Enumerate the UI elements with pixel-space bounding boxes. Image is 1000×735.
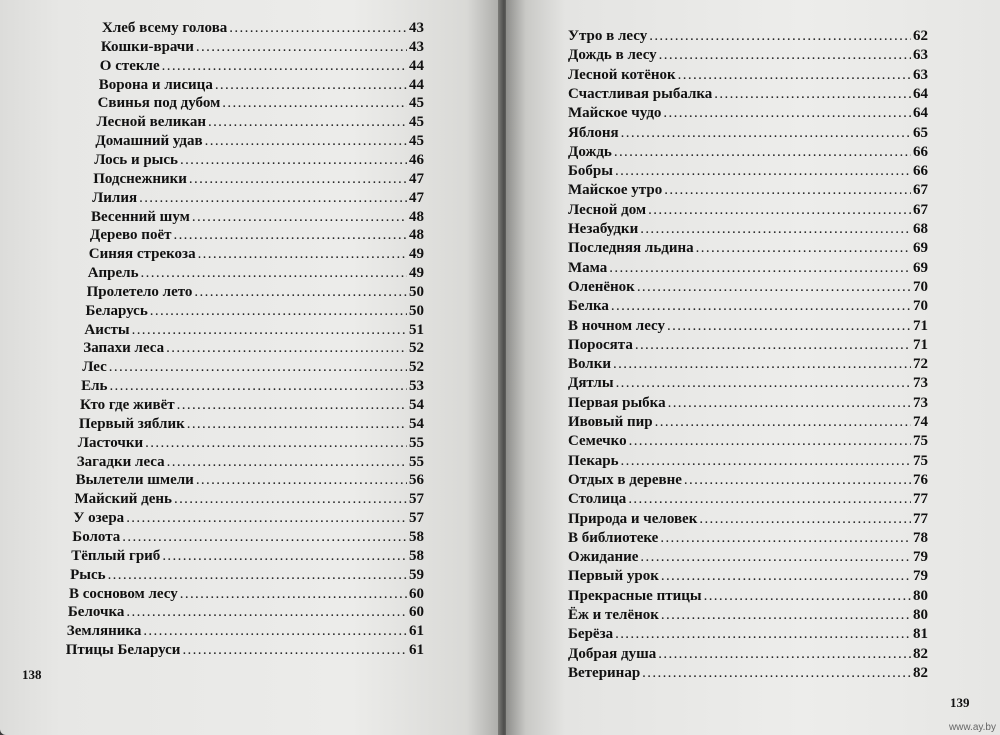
toc-entry <box>568 472 928 489</box>
dot-leader <box>126 604 407 621</box>
toc-entry <box>102 20 424 37</box>
toc-entry <box>568 665 928 682</box>
toc-entry-page: 44 <box>409 57 424 74</box>
toc-entry <box>568 588 928 605</box>
toc-entry-page: 78 <box>913 529 928 546</box>
toc-entry-page: 82 <box>913 664 928 681</box>
toc-entry-title: Лес <box>82 359 107 376</box>
dot-leader <box>649 28 911 45</box>
toc-entry-page: 48 <box>409 208 424 225</box>
toc-entry <box>72 529 424 546</box>
toc-entry-title: Майское утро <box>568 182 663 199</box>
toc-entry-page: 60 <box>409 585 424 602</box>
toc-entry-title: Синяя стрекоза <box>88 246 196 263</box>
toc-entry-page: 77 <box>913 510 928 527</box>
toc-entry-page: 73 <box>913 394 928 411</box>
toc-entry-page: 71 <box>913 336 928 353</box>
dot-leader <box>141 265 407 282</box>
toc-entry-title: Ель <box>81 378 108 395</box>
toc-entry-title: Последняя льдина <box>568 240 694 257</box>
toc-entry-title: Добрая душа <box>568 645 657 662</box>
dot-leader <box>182 642 407 659</box>
toc-entry <box>568 375 928 392</box>
dot-leader <box>109 378 407 395</box>
toc-entry-title: Пекарь <box>568 452 619 469</box>
toc-entry <box>89 246 424 263</box>
toc-entry-title: Ветеринар <box>568 664 641 681</box>
toc-entry-page: 49 <box>409 265 424 282</box>
toc-entry <box>568 47 928 64</box>
toc-entry-title: Берёза <box>568 626 614 643</box>
toc-entry-title: Природа и человек <box>568 510 698 527</box>
dot-leader <box>167 454 407 471</box>
toc-entry-title: Ивовый пир <box>568 414 653 430</box>
toc-entry <box>100 58 424 75</box>
toc-entry-title: Тёплый гриб <box>71 547 161 564</box>
toc-entry-page: 79 <box>913 549 928 566</box>
toc-entry <box>93 171 424 188</box>
toc-entry <box>568 626 928 643</box>
toc-entry-title: Вылетели шмели <box>75 472 194 489</box>
toc-entry-page: 77 <box>913 491 928 508</box>
toc-entry-title: Ожидание <box>568 549 639 566</box>
toc-entry-title: В ночном лесу <box>568 317 666 334</box>
toc-entry <box>79 416 424 433</box>
toc-entry-page: 58 <box>409 528 424 545</box>
toc-entry-page: 76 <box>913 471 928 488</box>
toc-entry <box>568 530 928 547</box>
dot-leader <box>714 86 911 103</box>
dot-leader <box>122 529 407 546</box>
toc-entry-page: 69 <box>913 240 928 257</box>
toc-entry-page: 70 <box>913 298 928 315</box>
toc-entry-page: 50 <box>409 283 424 300</box>
toc-entry-page: 81 <box>913 626 928 643</box>
toc-entry <box>568 511 928 528</box>
toc-entry-page: 46 <box>409 151 424 168</box>
toc-entry-page: 66 <box>913 163 928 180</box>
toc-entry-title: Незабудки <box>568 221 639 237</box>
toc-entry-title: Свинья под дубом <box>97 95 221 112</box>
dot-leader <box>187 416 407 433</box>
toc-entry <box>97 114 425 131</box>
toc-entry-title: Рысь <box>70 566 106 583</box>
toc-entry <box>568 568 928 585</box>
dot-leader <box>196 472 407 489</box>
toc-entry-page: 48 <box>409 227 424 244</box>
toc-entry-page: 43 <box>409 20 424 36</box>
toc-entry-title: Мама <box>568 259 608 276</box>
toc-entry <box>88 265 424 282</box>
toc-entry-page: 59 <box>409 566 424 583</box>
toc-entry <box>568 125 928 142</box>
toc-entry-page: 55 <box>409 453 424 470</box>
toc-entry-title: Лесной великан <box>96 114 206 131</box>
dot-leader <box>139 190 407 207</box>
dot-leader <box>635 337 911 354</box>
toc-entry <box>84 322 424 339</box>
toc-entry-title: Отдых в деревне <box>568 471 682 488</box>
toc-entry-page: 47 <box>409 189 424 206</box>
toc-entry-title: Апрель <box>87 265 139 282</box>
toc-entry-page: 45 <box>409 95 424 112</box>
toc-entry-title: Ворона и лисица <box>98 76 213 93</box>
dot-leader <box>648 202 911 219</box>
toc-entry-title: Земляника <box>66 623 142 640</box>
toc-entry-page: 64 <box>913 85 928 102</box>
toc-entry <box>69 586 424 603</box>
toc-entry-title: Семечко <box>568 433 627 450</box>
dot-leader <box>126 510 407 527</box>
toc-entry <box>77 454 424 471</box>
toc-entry-page: 65 <box>913 124 928 141</box>
toc-entry-title: Белочка <box>67 604 125 621</box>
toc-entry-title: Прекрасные птицы <box>568 587 702 604</box>
toc-entry-page: 52 <box>409 340 424 357</box>
toc-entry <box>75 491 425 508</box>
toc-entry-title: Бобры <box>568 163 613 180</box>
toc-entry-title: Весенний шум <box>91 208 190 225</box>
toc-entry-title: Кто где живёт <box>80 397 175 413</box>
toc-entry <box>99 77 424 94</box>
toc-entry <box>568 28 928 45</box>
toc-entry-page: 61 <box>409 623 424 640</box>
toc-entry-title: Болота <box>72 528 121 545</box>
dot-leader <box>229 20 407 37</box>
toc-entry-title: Птицы Беларуси <box>65 642 181 659</box>
toc-entry-title: Дождь в лесу <box>568 47 657 64</box>
toc-entry-title: Майское чудо <box>568 105 662 122</box>
toc-entry-page: 68 <box>913 221 928 237</box>
toc-entry-page: 54 <box>409 415 424 432</box>
toc-entry-page: 63 <box>913 47 928 64</box>
dot-leader <box>150 303 407 320</box>
watermark: www.ay.by <box>948 722 996 733</box>
toc-entry-page: 60 <box>409 604 424 621</box>
dot-leader <box>180 586 407 603</box>
toc-entry <box>568 202 928 219</box>
toc-entry-page: 52 <box>409 359 424 376</box>
toc-entry <box>568 67 928 84</box>
dot-leader <box>661 568 911 585</box>
dot-leader <box>166 340 407 357</box>
toc-entry-title: Кошки-врачи <box>100 38 194 55</box>
toc-entry-page: 44 <box>409 76 424 93</box>
dot-leader <box>684 472 911 489</box>
toc-entry-title: Волки <box>568 356 612 373</box>
toc-entry <box>568 260 928 277</box>
toc-entry-page: 47 <box>409 170 424 187</box>
toc-entry-page: 57 <box>409 510 424 527</box>
dot-leader <box>668 395 911 412</box>
toc-entry-title: Лилия <box>92 189 138 206</box>
toc-entry <box>568 414 928 431</box>
toc-entry-title: В библиотеке <box>568 529 659 546</box>
toc-entry-page: 73 <box>913 375 928 392</box>
toc-entry-title: Поросята <box>568 336 633 353</box>
dot-leader <box>696 240 911 257</box>
toc-entry <box>90 227 424 244</box>
dot-leader <box>614 144 911 161</box>
table-of-contents-right <box>568 0 928 735</box>
dot-leader <box>162 58 407 75</box>
toc-entry-title: Дятлы <box>568 375 614 392</box>
dot-leader <box>162 548 407 565</box>
dot-leader <box>615 163 911 180</box>
dot-leader <box>208 114 407 131</box>
dot-leader <box>177 397 407 414</box>
toc-entry-page: 72 <box>913 356 928 373</box>
toc-entry-title: Первый зяблик <box>78 415 185 432</box>
toc-entry-title: Счастливая рыбалка <box>568 85 713 102</box>
dot-leader <box>611 298 911 315</box>
dot-leader <box>667 318 911 335</box>
dot-leader <box>699 511 911 528</box>
toc-entry <box>568 221 928 238</box>
toc-entry <box>80 397 424 414</box>
toc-entry <box>568 86 928 103</box>
toc-entry-title: Хлеб всему голова <box>102 20 228 36</box>
toc-entry-page: 58 <box>409 547 424 564</box>
dot-leader <box>663 105 911 122</box>
toc-entry <box>568 433 928 450</box>
toc-entry <box>78 435 424 452</box>
dot-leader <box>678 67 911 84</box>
toc-entry-page: 51 <box>409 321 424 338</box>
toc-entry <box>101 39 424 56</box>
toc-entry-title: Майский день <box>74 491 172 508</box>
toc-entry-page: 75 <box>913 452 928 469</box>
toc-entry-page: 50 <box>409 302 424 319</box>
toc-entry-title: Первая рыбка <box>568 394 666 411</box>
toc-entry <box>568 298 928 315</box>
toc-entry-title: Первый урок <box>568 568 659 585</box>
toc-entry <box>568 318 928 335</box>
toc-entry-page: 79 <box>913 568 928 585</box>
toc-entry <box>568 453 928 470</box>
dot-leader <box>143 623 407 640</box>
toc-entry <box>568 105 928 122</box>
toc-entry-title: Аисты <box>84 321 130 338</box>
toc-entry <box>568 549 928 566</box>
toc-entry <box>66 642 424 659</box>
dot-leader <box>173 227 407 244</box>
toc-entry-page: 70 <box>913 278 928 295</box>
dot-leader <box>661 607 911 624</box>
toc-entry <box>568 646 928 663</box>
toc-entry-page: 71 <box>913 317 928 334</box>
dot-leader <box>637 279 911 296</box>
toc-entry <box>91 209 424 226</box>
dot-leader <box>621 453 911 470</box>
toc-entry-page: 53 <box>409 378 424 395</box>
dot-leader <box>108 567 407 584</box>
toc-entry <box>568 182 928 199</box>
toc-entry <box>71 548 424 565</box>
toc-entry-title: Лесной котёнок <box>568 66 676 83</box>
dot-leader <box>609 260 911 277</box>
dot-leader <box>613 356 911 373</box>
page-number-left: 138 <box>22 667 42 682</box>
dot-leader <box>660 530 911 547</box>
right-page <box>506 0 1000 735</box>
toc-entry <box>70 567 424 584</box>
dot-leader <box>640 221 911 238</box>
dot-leader <box>704 588 911 605</box>
toc-entry-title: В сосновом лесу <box>69 585 178 602</box>
toc-entry-page: 43 <box>409 38 424 55</box>
dot-leader <box>192 209 407 226</box>
toc-entry-title: Оленёнок <box>568 278 635 295</box>
toc-entry-page: 75 <box>913 433 928 450</box>
dot-leader <box>132 322 407 339</box>
toc-entry-page: 67 <box>913 201 928 218</box>
table-of-contents-left <box>62 0 424 735</box>
dot-leader <box>615 626 911 643</box>
toc-entry <box>95 133 424 150</box>
dot-leader <box>196 39 407 56</box>
toc-entry <box>83 340 424 357</box>
toc-entry <box>81 378 424 395</box>
toc-entry-page: 63 <box>913 66 928 83</box>
dot-leader <box>109 359 407 376</box>
toc-entry <box>87 284 424 301</box>
toc-entry-page: 80 <box>913 587 928 604</box>
toc-entry-title: Загадки леса <box>76 453 165 470</box>
toc-entry <box>568 240 928 257</box>
toc-entry-title: Яблоня <box>568 124 619 141</box>
toc-entry-title: У озера <box>73 510 125 527</box>
toc-entry-title: Лось и рысь <box>94 151 178 168</box>
toc-entry <box>568 395 928 412</box>
dot-leader <box>628 491 911 508</box>
toc-entry-page: 67 <box>913 182 928 199</box>
page-number-right: 139 <box>950 695 970 710</box>
toc-entry <box>568 337 928 354</box>
toc-entry <box>94 152 424 169</box>
dot-leader <box>658 646 911 663</box>
dot-leader <box>205 133 407 150</box>
toc-entry-page: 64 <box>913 105 928 122</box>
toc-entry-page: 62 <box>913 28 928 44</box>
toc-entry-title: Запахи леса <box>83 340 165 357</box>
dot-leader <box>180 152 407 169</box>
toc-entry <box>76 472 424 489</box>
toc-entry <box>568 279 928 296</box>
toc-entry <box>568 144 928 161</box>
toc-entry-title: Дождь <box>568 143 612 160</box>
toc-entry-title: Утро в лесу <box>568 28 648 44</box>
toc-entry-title: Лесной дом <box>568 201 647 218</box>
dot-leader <box>215 77 407 94</box>
toc-entry <box>67 623 424 640</box>
toc-entry-page: 69 <box>913 259 928 276</box>
dot-leader <box>174 491 407 508</box>
toc-entry-title: Домашний удав <box>95 133 203 150</box>
toc-entry-title: О стекле <box>99 57 160 74</box>
toc-entry-page: 82 <box>913 645 928 662</box>
toc-entry <box>92 190 424 207</box>
toc-entry-title: Столица <box>568 491 627 508</box>
toc-entry-page: 61 <box>409 642 424 659</box>
dot-leader <box>145 435 407 452</box>
dot-leader <box>659 47 911 64</box>
toc-entry-page: 57 <box>409 491 424 508</box>
dot-leader <box>616 375 911 392</box>
toc-entry <box>86 303 425 320</box>
dot-leader <box>640 549 911 566</box>
toc-entry-page: 74 <box>913 414 928 430</box>
toc-entry-page: 66 <box>913 143 928 160</box>
toc-entry <box>568 163 928 180</box>
dot-leader <box>189 171 407 188</box>
dot-leader <box>664 182 911 199</box>
toc-entry-title: Беларусь <box>85 302 148 319</box>
dot-leader <box>198 246 407 263</box>
toc-entry-title: Ёж и телёнок <box>568 607 659 623</box>
toc-entry <box>82 359 424 376</box>
toc-entry <box>73 510 424 527</box>
toc-entry <box>68 604 424 621</box>
dot-leader <box>621 125 911 142</box>
toc-entry <box>568 491 928 508</box>
toc-entry-title: Пролетело лето <box>86 283 193 300</box>
toc-entry-page: 80 <box>913 607 928 623</box>
toc-entry-title: Белка <box>568 298 609 315</box>
toc-entry-page: 49 <box>409 246 424 263</box>
dot-leader <box>629 433 911 450</box>
toc-entry-page: 45 <box>409 114 424 131</box>
toc-entry <box>98 95 424 112</box>
toc-entry-title: Ласточки <box>77 434 144 451</box>
dot-leader <box>194 284 407 301</box>
toc-entry-title: Дерево поёт <box>89 227 172 244</box>
toc-entry-page: 56 <box>409 472 424 489</box>
toc-entry-title: Подснежники <box>93 170 187 187</box>
toc-entry-page: 45 <box>409 133 424 150</box>
toc-entry-page: 54 <box>409 397 424 413</box>
toc-entry <box>568 607 928 624</box>
dot-leader <box>642 665 911 682</box>
dot-leader <box>222 95 407 112</box>
toc-entry-page: 55 <box>409 434 424 451</box>
toc-entry <box>568 356 928 373</box>
dot-leader <box>655 414 911 431</box>
